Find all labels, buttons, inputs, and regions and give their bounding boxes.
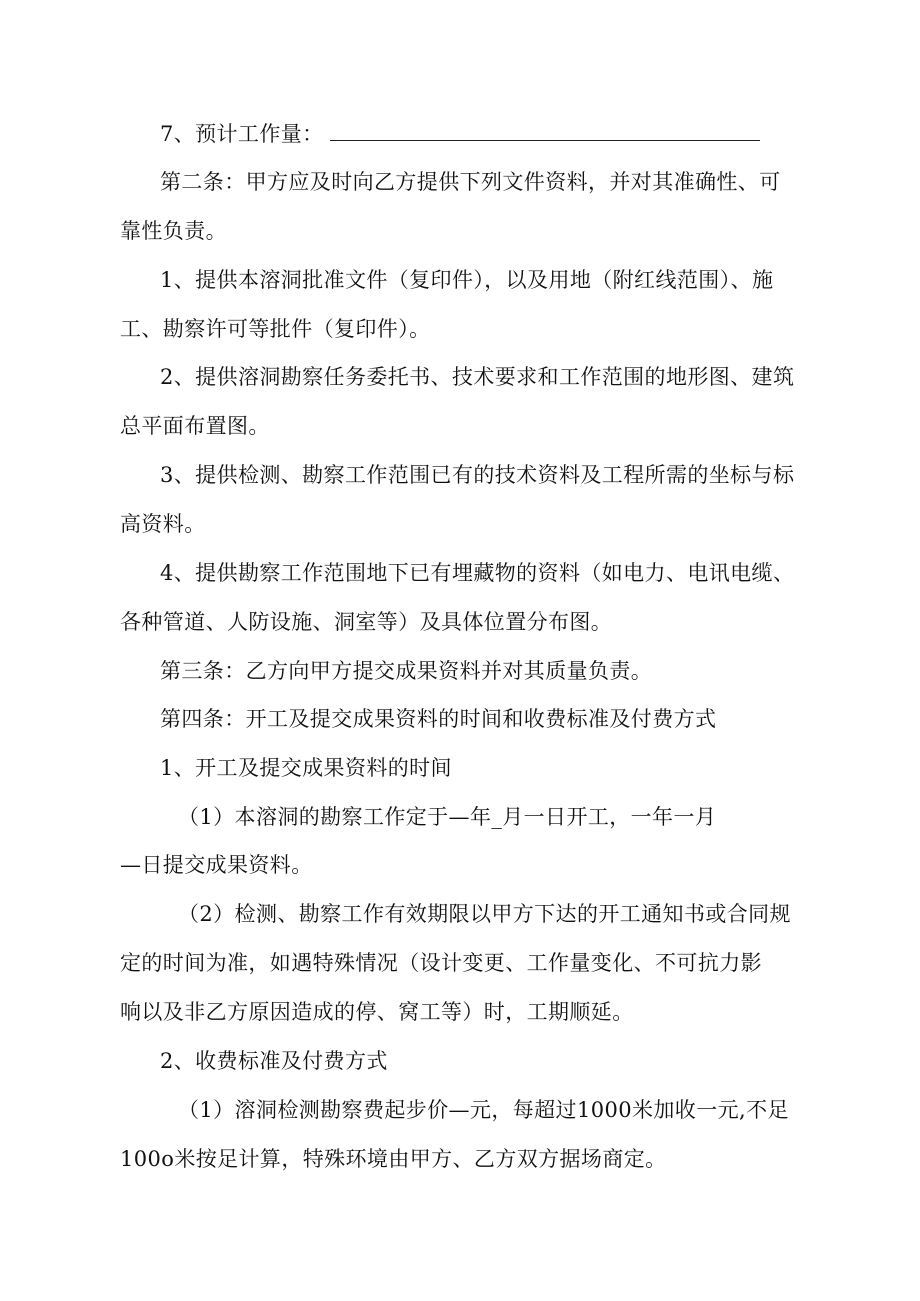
- item-7-label: 7、预计工作量：: [160, 122, 324, 146]
- item-3-line-1: 3、提供检测、勘察工作范围已有的技术资料及工程所需的坐标与标: [160, 463, 795, 487]
- article-3-line: 第三条：乙方向甲方提交成果资料并对其质量负责。: [160, 659, 653, 683]
- schedule-item-2-line-2: 定的时间为准，如遇特殊情况（设计变更、工作量变化、不可抗力影: [120, 951, 762, 975]
- schedule-heading: 1、开工及提交成果资料的时间: [160, 756, 452, 780]
- item-2-line-1: 2、提供溶洞勘察任务委托书、技术要求和工作范围的地形图、建筑: [160, 365, 795, 389]
- item-3-line-2: 高资料。: [120, 512, 206, 536]
- item-2-line-2: 总平面布置图。: [120, 414, 270, 438]
- article-2-line-2: 靠性负责。: [120, 219, 227, 243]
- item-1-line-2: 工、勘察许可等批件（复印件）。: [120, 317, 431, 341]
- item-4-line-1: 4、提供勘察工作范围地下已有埋藏物的资料（如电力、电讯电缆、: [160, 561, 795, 585]
- schedule-item-2-line-1: （2）检测、勘察工作有效期限以甲方下达的开工通知书或合同规: [178, 902, 791, 926]
- item-7-line: [160, 120, 760, 148]
- item-1-line-1: 1、提供本溶洞批准文件（复印件），以及用地（附红线范围）、施: [160, 268, 774, 292]
- fee-item-1-line-1: （1）溶洞检测勘察费起步价—元，每超过1000米加收一元,不足: [178, 1098, 789, 1122]
- fee-item-1-line-2: 100o米按足计算，特殊环境由甲方、乙方双方据场商定。: [120, 1147, 667, 1171]
- schedule-item-1-line-2: —日提交成果资料。: [120, 853, 313, 877]
- article-2-line-1: 第二条：甲方应及时向乙方提供下列文件资料，并对其准确性、可: [160, 170, 781, 194]
- item-4-line-2: 各种管道、人防设施、洞室等）及具体位置分布图。: [120, 610, 613, 634]
- schedule-item-1-line-1: （1）本溶洞的勘察工作定于—年_月一日开工，一年一月: [178, 805, 717, 829]
- workload-blank: [330, 120, 760, 141]
- article-4-line: 第四条：开工及提交成果资料的时间和收费标准及付费方式: [160, 707, 717, 731]
- schedule-item-2-line-3: 响以及非乙方原因造成的停、窝工等）时，工期顺延。: [120, 1000, 634, 1024]
- fee-heading: 2、收费标准及付费方式: [160, 1049, 388, 1073]
